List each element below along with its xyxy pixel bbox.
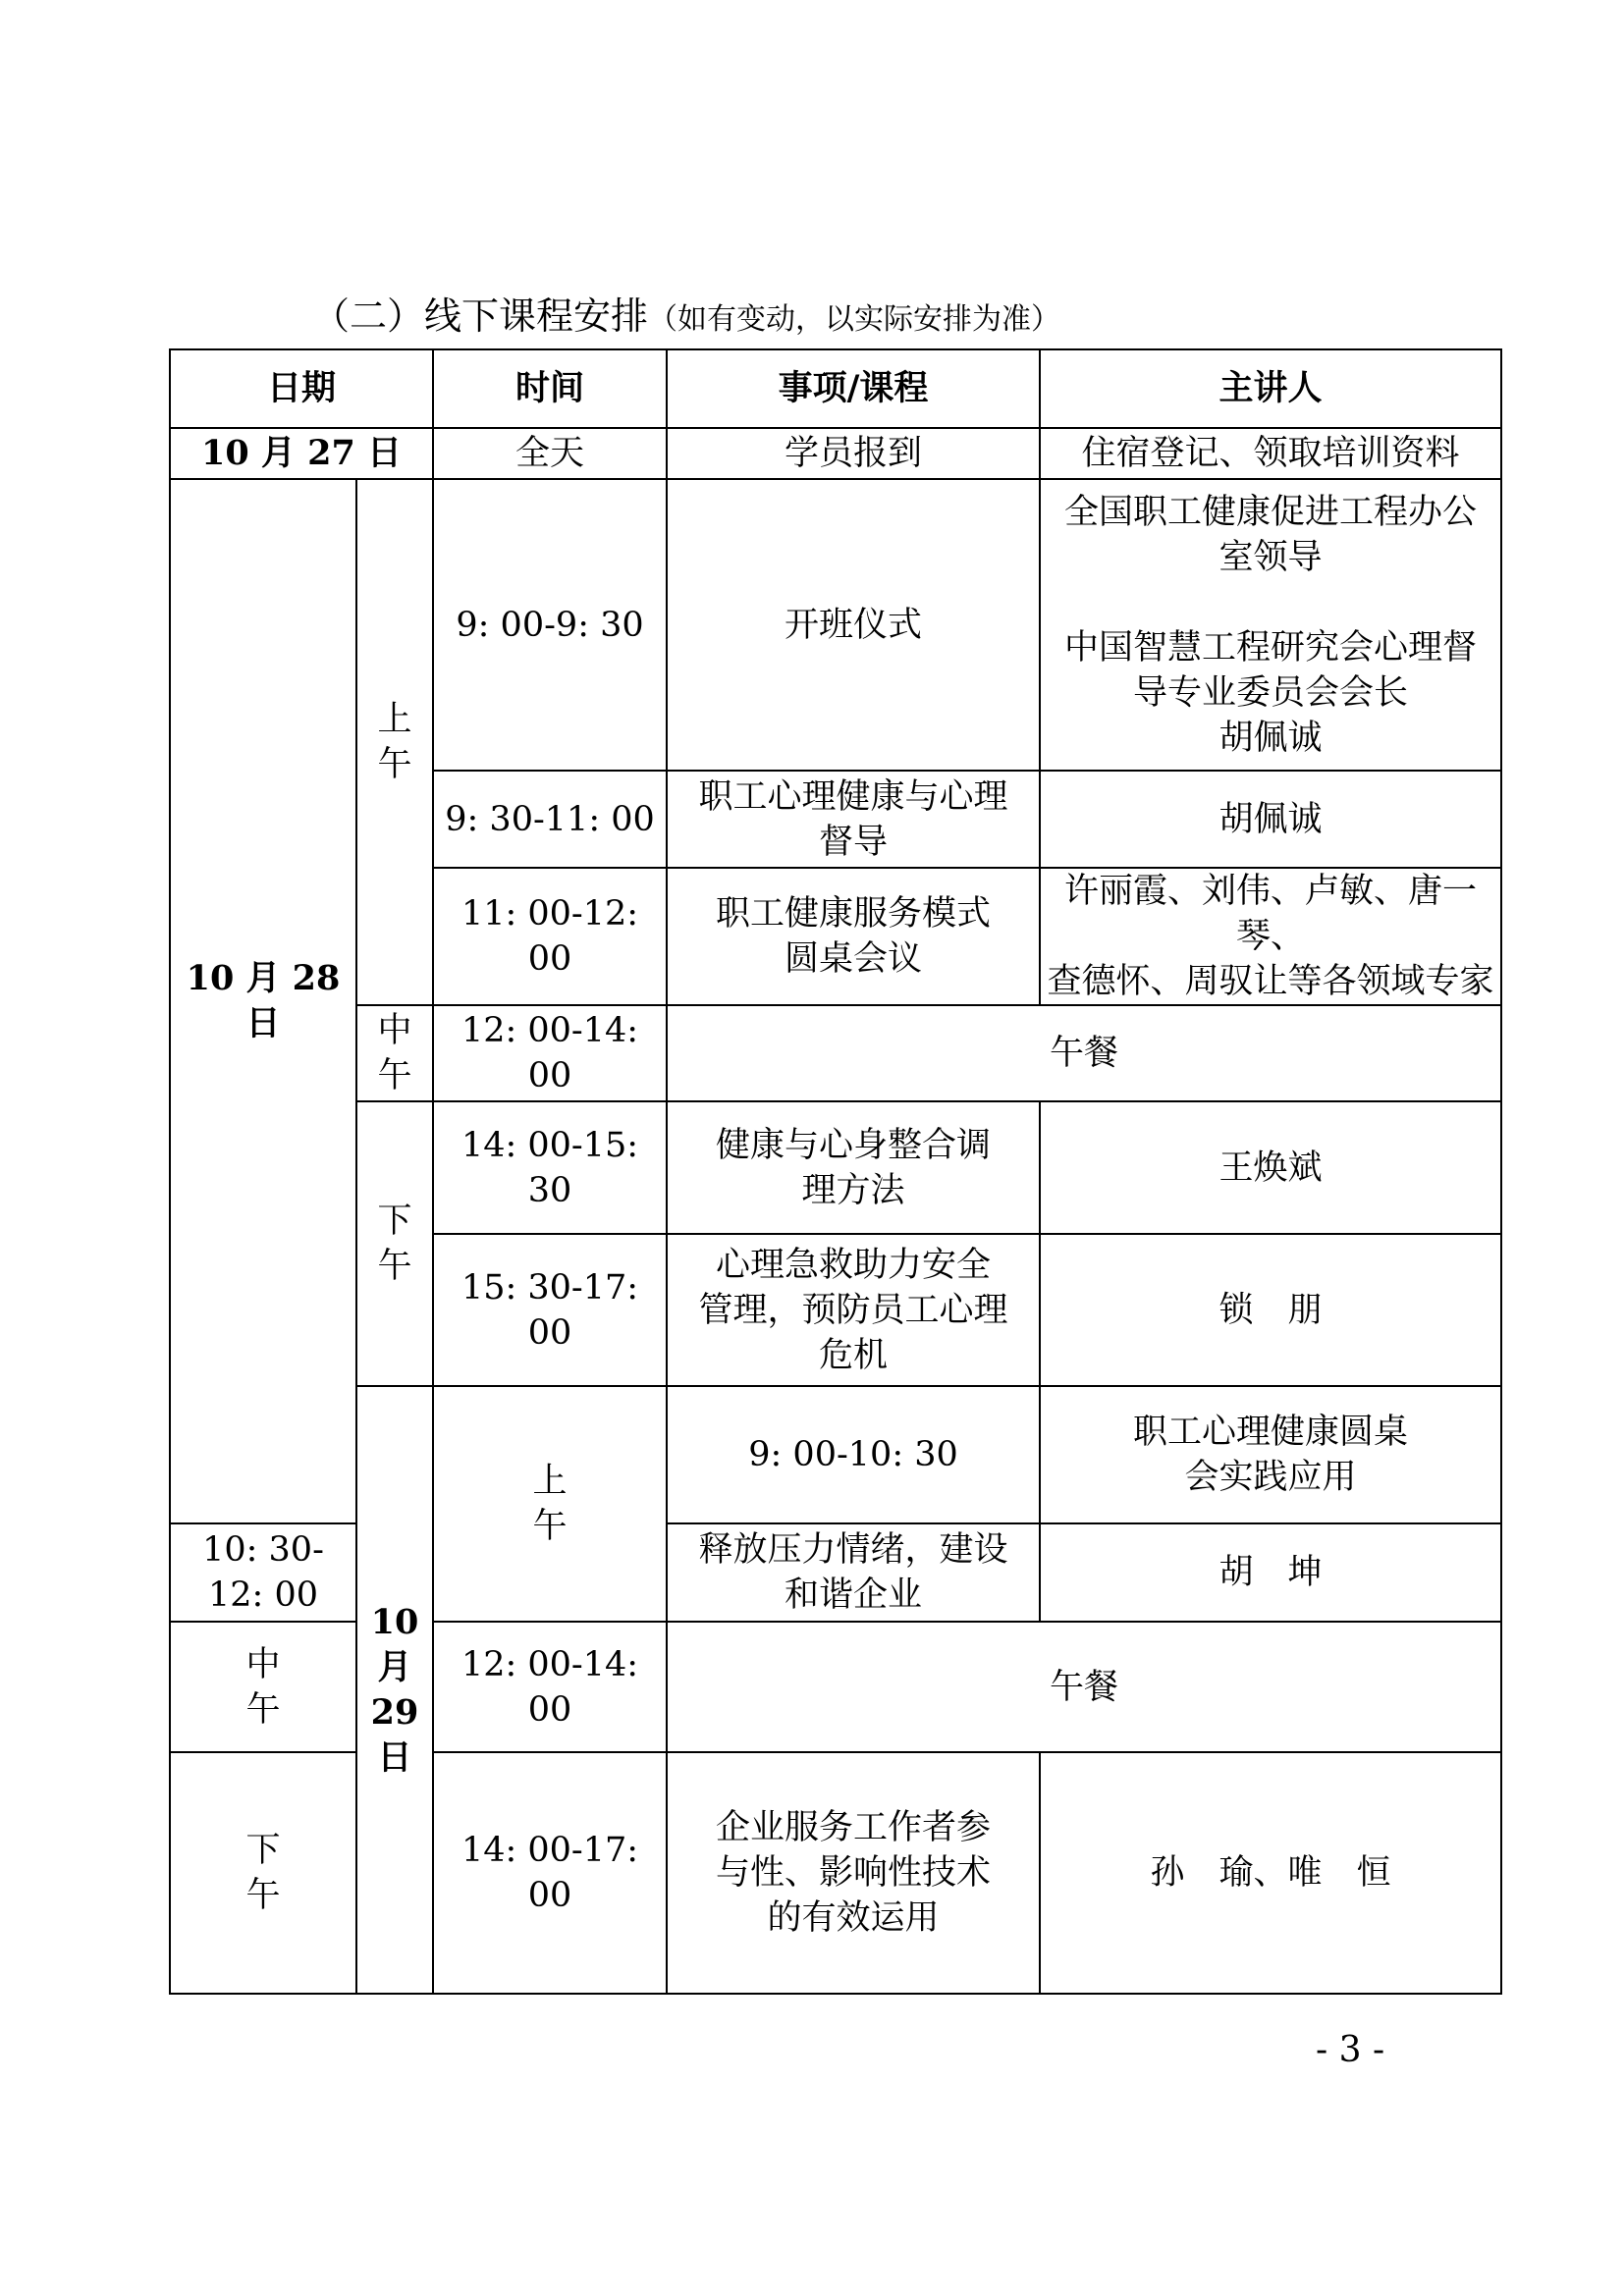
table-row xyxy=(170,479,1501,771)
time-cell: 10: 30-12: 00 xyxy=(170,1523,356,1622)
header-time: 时间 xyxy=(433,349,667,428)
section-heading xyxy=(312,293,1060,344)
time-cell: 9: 30-11: 00 xyxy=(433,771,667,868)
header-date: 日期 xyxy=(170,349,433,428)
date-cell: 10 月 27 日 xyxy=(170,428,433,479)
speaker-cell: 王焕斌 xyxy=(1040,1101,1501,1234)
table-row xyxy=(170,1101,1501,1234)
header-speaker: 主讲人 xyxy=(1040,349,1501,428)
course-cell: 心理急救助力安全 管理，预防员工心理 危机 xyxy=(667,1234,1040,1386)
time-cell: 14: 00-17: 00 xyxy=(433,1752,667,1994)
time-cell: 全天 xyxy=(433,428,667,479)
time-cell: 12: 00-14: 00 xyxy=(433,1005,667,1101)
speaker-cell: 孙 瑜、唯 恒 xyxy=(1040,1752,1501,1994)
lunch-cell: 午餐 xyxy=(667,1622,1501,1752)
course-cell: 企业服务工作者参 与性、影响性技术 的有效运用 xyxy=(667,1752,1040,1994)
section-note: （如有变动，以实际安排为准） xyxy=(648,302,1061,337)
table-row xyxy=(170,1386,1501,1523)
period-morning: 上 午 xyxy=(356,479,433,1005)
speaker-cell: 胡佩诚 xyxy=(1040,771,1501,868)
page-number: - 3 - xyxy=(1316,2030,1385,2070)
schedule-table xyxy=(169,348,1502,1995)
time-cell: 9: 00-9: 30 xyxy=(433,479,667,771)
speaker-cell: 住宿登记、领取培训资料 xyxy=(1040,428,1501,479)
speaker-cell: 全国职工健康促进工程办公 室领导 中国智慧工程研究会心理督 导专业委员会会长 胡佩诚 xyxy=(1040,479,1501,771)
lunch-cell: 午餐 xyxy=(667,1005,1501,1101)
course-cell: 健康与心身整合调 理方法 xyxy=(667,1101,1040,1234)
time-cell: 11: 00-12: 00 xyxy=(433,868,667,1005)
date-cell: 10 月 29 日 xyxy=(356,1386,433,1994)
speaker-cell: 胡 坤 xyxy=(1040,1523,1501,1622)
course-cell: 释放压力情绪，建设 和谐企业 xyxy=(667,1523,1040,1622)
period-noon: 中 午 xyxy=(356,1005,433,1101)
period-afternoon: 下 午 xyxy=(170,1752,356,1994)
date-cell: 10 月 28 日 xyxy=(170,479,356,1523)
course-cell: 职工健康服务模式 圆桌会议 xyxy=(667,868,1040,1005)
header-course: 事项/课程 xyxy=(667,349,1040,428)
course-cell: 职工心理健康与心理 督导 xyxy=(667,771,1040,868)
time-cell: 15: 30-17: 00 xyxy=(433,1234,667,1386)
header-row xyxy=(170,349,1501,428)
time-cell: 9: 00-10: 30 xyxy=(667,1386,1040,1523)
time-cell: 14: 00-15: 30 xyxy=(433,1101,667,1234)
table-row xyxy=(170,428,1501,479)
course-cell: 学员报到 xyxy=(667,428,1040,479)
speaker-cell: 锁 朋 xyxy=(1040,1234,1501,1386)
speaker-cell: 许丽霞、刘伟、卢敏、唐一琴、 查德怀、周驭让等各领域专家 xyxy=(1040,868,1501,1005)
time-cell: 12: 00-14: 00 xyxy=(433,1622,667,1752)
course-cell: 职工心理健康圆桌 会实践应用 xyxy=(1040,1386,1501,1523)
period-afternoon: 下 午 xyxy=(356,1101,433,1386)
table-row xyxy=(170,1005,1501,1101)
section-title: （二）线下课程安排 xyxy=(312,294,649,338)
period-morning: 上 午 xyxy=(433,1386,667,1622)
course-cell: 开班仪式 xyxy=(667,479,1040,771)
period-noon: 中 午 xyxy=(170,1622,356,1752)
